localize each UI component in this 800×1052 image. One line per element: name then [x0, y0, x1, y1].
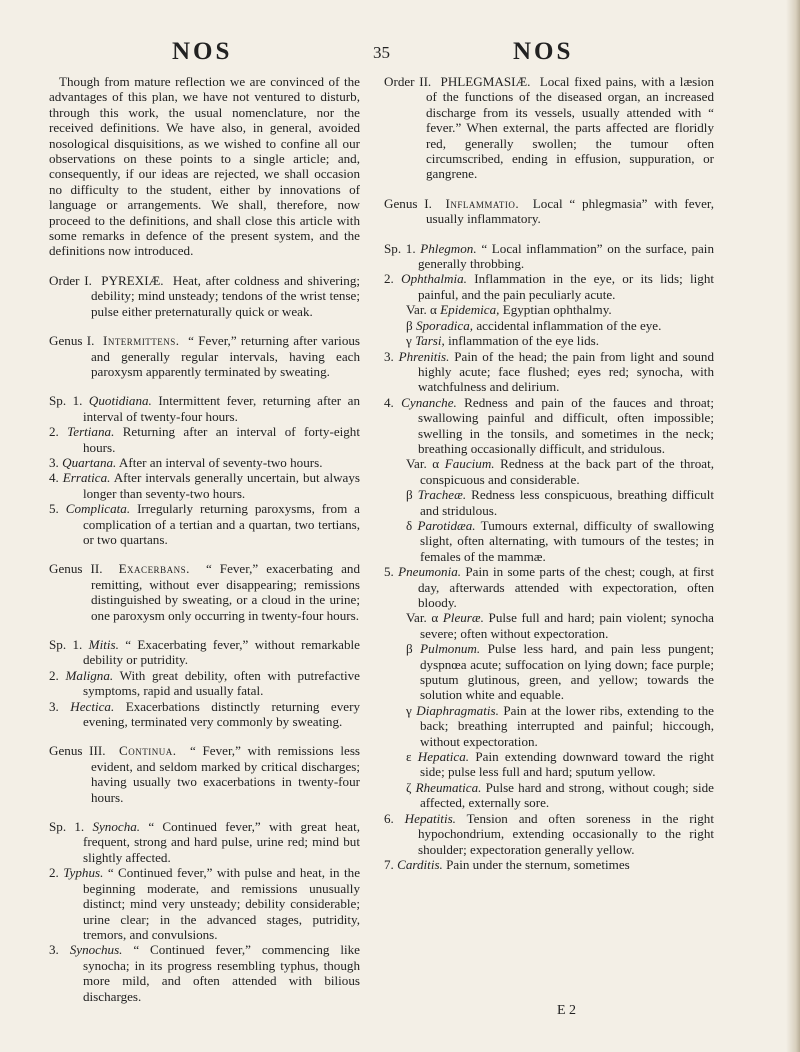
species-entry [49, 455, 360, 470]
variety-definition: Redness less conspicuous, breathing difficult and stridulous. [420, 487, 714, 518]
species-name: Complicata. [65, 501, 131, 517]
species-name: Quotidiana. [88, 393, 152, 409]
variety-definition: Pain extending downward toward the right side; pulse less full and hard; sputum yellow. [420, 749, 714, 780]
variety-definition: Pulse hard and strong, without cough; side affected, externally sore. [420, 779, 714, 811]
species-entry [384, 349, 714, 395]
variety-prefix: Var. α [406, 610, 439, 626]
species-number: Sp. 1. [49, 819, 85, 835]
species-name: Typhus. [63, 865, 104, 881]
variety-prefix: γ [406, 702, 412, 718]
variety-entry [384, 518, 714, 564]
variety-entry [384, 333, 714, 348]
species-definition: “ Exacerbating fever,” without remarkable debility or putridity. [83, 637, 360, 668]
species-number: Sp. 1. [49, 637, 83, 652]
species-name: Erratica. [62, 470, 111, 486]
variety-entry [384, 610, 714, 641]
species-entry [384, 564, 714, 610]
species-list [49, 819, 360, 1004]
species-entry [49, 942, 360, 1004]
variety-prefix: Var. α [406, 456, 440, 472]
species-definition: Inflammation in the eye, or its lids; light painful, and the pain peculiarly acute. [418, 271, 714, 302]
page-edge [786, 0, 800, 1052]
species-number: 7. [384, 856, 394, 872]
species-number: 6. [384, 810, 394, 826]
variety-definition: Pain at the lower ribs, extending to the back; breathing interrupted and painful; hiccough, without expectoration. [420, 702, 714, 749]
variety-definition: Redness at the back part of the throat, conspicuous and considerable. [420, 456, 714, 487]
variety-entry [384, 456, 714, 487]
species-name: Carditis. [397, 856, 443, 872]
variety-prefix: δ [406, 517, 413, 533]
species-definition: “ Local inflammation” on the surface, pain generally throbbing. [418, 240, 714, 272]
right-column [384, 74, 714, 872]
header-left-word: NOS [172, 38, 233, 65]
species-entry [49, 819, 360, 865]
species-number: 3. [49, 698, 59, 714]
species-entry [49, 393, 360, 424]
species-number: 2. [384, 271, 394, 287]
variety-name: Tarsi, [415, 333, 445, 349]
species-number: Sp. 1. [49, 393, 83, 409]
species-definition: Tension and often soreness in the right hypochondrium, extending occasionally to the right shoulder; expectoration generally yellow. [418, 810, 714, 857]
genus-entry: Genus I. Inflammatio. Local “ phlegmasia” with fever, usually inflammatory. [384, 195, 715, 227]
species-name: Phrenitis. [398, 348, 450, 364]
left-column [49, 74, 360, 1004]
species-number: 2. [49, 424, 59, 440]
variety-definition: inflammation of the eye lids. [448, 333, 599, 349]
variety-entry [384, 302, 714, 317]
species-definition: Intermittent fever, returning after an interval of twenty-four hours. [83, 393, 360, 424]
species-number: 5. [384, 564, 394, 580]
species-definition: After an interval of seventy-two hours. [118, 454, 323, 470]
species-definition: Exacerbations distinctly returning every evening, terminated very commonly by sweating. [83, 698, 360, 730]
variety-prefix: β [406, 641, 413, 657]
species-number: Sp. 1. [384, 240, 416, 256]
variety-prefix: Var. α [406, 302, 437, 318]
species-name: Quartana. [62, 454, 117, 470]
species-name: Ophthalmia. [401, 271, 467, 287]
variety-entry [384, 749, 714, 780]
variety-prefix: β [406, 487, 413, 503]
species-definition: Redness and pain of the fauces and throat; swallowing painful and difficult, often impossible; swelling in the tonsils, and sometimes in the neck; breathing occasionally difficult, and stridulous. [418, 394, 714, 456]
order-entry: Order I. PYREXIÆ. Heat, after coldness and shivering; debility; mind unsteady; tendons of the wrist tense; pulse either preternaturally quick or weak. [49, 272, 361, 319]
species-entry [384, 241, 714, 272]
variety-name: Pulmonum. [420, 641, 481, 657]
species-number: 4. [49, 470, 59, 486]
species-entry [49, 637, 360, 668]
species-number: 4. [384, 394, 394, 410]
variety-name: Hepatica. [417, 749, 470, 765]
page-number: 35 [373, 43, 390, 62]
variety-name: Rheumatica. [415, 779, 482, 795]
species-entry [384, 811, 714, 857]
species-entry [49, 424, 360, 455]
species-definition: “ Continued fever,” with great heat, frequent, strong and hard pulse, urine red; mind but slightly affected. [83, 819, 360, 865]
variety-prefix: ε [406, 749, 412, 765]
species-entry [49, 699, 360, 730]
species-entry [49, 501, 360, 547]
species-definition: Returning after an interval of forty-eight hours. [83, 424, 360, 455]
variety-name: Parotidæa. [417, 517, 476, 533]
species-definition: “ Continued fever,” with pulse and heat, in the beginning moderate, and remissions unusually distinct; mind very unsteady; debility considerable; urine clear; in the advanced stages, putridity, tremors, and convulsions. [83, 865, 361, 942]
species-name: Cynanche. [401, 394, 457, 410]
species-entry [384, 395, 714, 457]
species-definition: Irregularly returning paroxysms, from a complication of a tertian and a quartan, two tertians, or two quartans. [83, 501, 360, 547]
species-name: Hectica. [70, 698, 115, 714]
species-name: Pneumonia. [398, 564, 462, 580]
signature-mark: E 2 [557, 1003, 577, 1018]
species-number: 3. [49, 942, 59, 958]
species-list [384, 241, 714, 873]
variety-name: Epidemica, [440, 302, 500, 318]
header-right-word: NOS [513, 38, 574, 65]
variety-definition: accidental inflammation of the eye. [476, 317, 662, 333]
species-list [49, 637, 360, 729]
genus-entry: Genus II. Exacerbans. “ Fever,” exacerbating and remitting, without ever disappearing; remissions distinguished by sweating, or a cloud in the urine; one paroxysm only occurring in twenty-four hours. [49, 561, 361, 623]
species-entry [49, 668, 360, 699]
genus-entry: Genus I. Intermittens. “ Fever,” returning after various and generally regular intervals, having each paroxysm apparently terminated by sweating. [49, 333, 361, 379]
species-number: 2. [49, 667, 59, 683]
species-name: Mitis. [88, 637, 119, 652]
variety-entry [384, 780, 714, 811]
species-number: 2. [49, 865, 59, 881]
variety-name: Pleuræ. [442, 610, 484, 626]
variety-entry [384, 641, 714, 703]
running-header [0, 38, 800, 68]
variety-name: Sporadica, [415, 317, 474, 333]
species-name: Maligna. [65, 667, 114, 683]
order-entry: Order II. PHLEGMASIÆ. Local fixed pains, with a læsion of the functions of the diseased organ, an increased discharge from its vessels, usually attended with “ fever.” When external, the parts affected are floridly red, generally swollen; the tumour often circumscribed, ending in effusion, suppuration, or gangrene. [384, 74, 715, 182]
variety-entry [384, 487, 714, 518]
variety-definition: Pulse full and hard; pain violent; synocha severe; often without expectoration. [420, 610, 714, 641]
variety-name: Tracheæ. [417, 487, 467, 503]
species-number: 5. [49, 501, 59, 517]
species-name: Phlegmon. [420, 240, 477, 256]
species-name: Synocha. [92, 819, 141, 835]
genus-entry: Genus III. Continua. “ Fever,” with remissions less evident, and seldom marked by critical discharges; having usually two exacerbations in twenty-four hours. [49, 743, 361, 805]
species-definition: With great debility, often with putrefactive symptoms, rapid and usually fatal. [83, 667, 360, 699]
variety-definition: Egyptian ophthalmy. [502, 302, 612, 318]
species-number: 3. [49, 454, 59, 470]
species-number: 3. [384, 348, 394, 364]
species-entry [384, 271, 714, 302]
variety-entry [384, 703, 714, 749]
species-entry [384, 857, 714, 872]
species-definition: Pain under the sternum, sometimes [446, 856, 630, 872]
species-name: Hepatitis. [404, 810, 456, 826]
variety-prefix: β [406, 317, 413, 333]
species-entry [49, 865, 360, 942]
variety-definition: Pulse less hard, and pain less pungent; dyspnœa acute; suffocation on lying down; face purple; sputum glutinous, green, and yellow; towards the solution white and equable. [420, 641, 714, 703]
variety-prefix: ζ [406, 779, 412, 795]
species-name: Tertiana. [67, 424, 115, 440]
species-name: Synochus. [69, 942, 123, 958]
variety-prefix: γ [406, 333, 412, 349]
species-definition: Pain in some parts of the chest; cough, at first day, afterwards attended with expectoration, often bloody. [418, 564, 714, 610]
species-entry [49, 470, 360, 501]
variety-definition: Tumours external, difficulty of swallowing slight, often alternating, with tumours of the testes; in females of the mammæ. [420, 517, 714, 564]
species-definition: After intervals generally uncertain, but always longer than seventy-two hours. [83, 470, 360, 501]
species-definition: Pain of the head; the pain from light and sound highly acute; face flushed; eyes red; synocha, with watchfulness and delirium. [418, 348, 715, 395]
variety-name: Diaphragmatis. [416, 702, 499, 718]
variety-name: Faucium. [444, 456, 495, 472]
species-definition: “ Continued fever,” commencing like synocha; in its progress resembling typhus, though more mild, and often attended with bilious discharges. [83, 942, 360, 1004]
variety-entry [384, 318, 714, 333]
intro-paragraph: Though from mature reflection we are convinced of the advantages of this plan, we have not ventured to disturb, through this work, the usual nomenclature, nor the received definitions. We have also, in general, avoided nosological disquisitions, as we wished to confine all our observations on these points to a single article; and, consequently, if our ideas are rejected, we shall occasion no difficulty to the student, either by innovations of language or arrangements. We shall, therefore, now proceed to the definitions, and shall close this article with some remarks in defence of the present system, and the definitions now introduced. [49, 74, 360, 259]
species-list [49, 393, 360, 547]
